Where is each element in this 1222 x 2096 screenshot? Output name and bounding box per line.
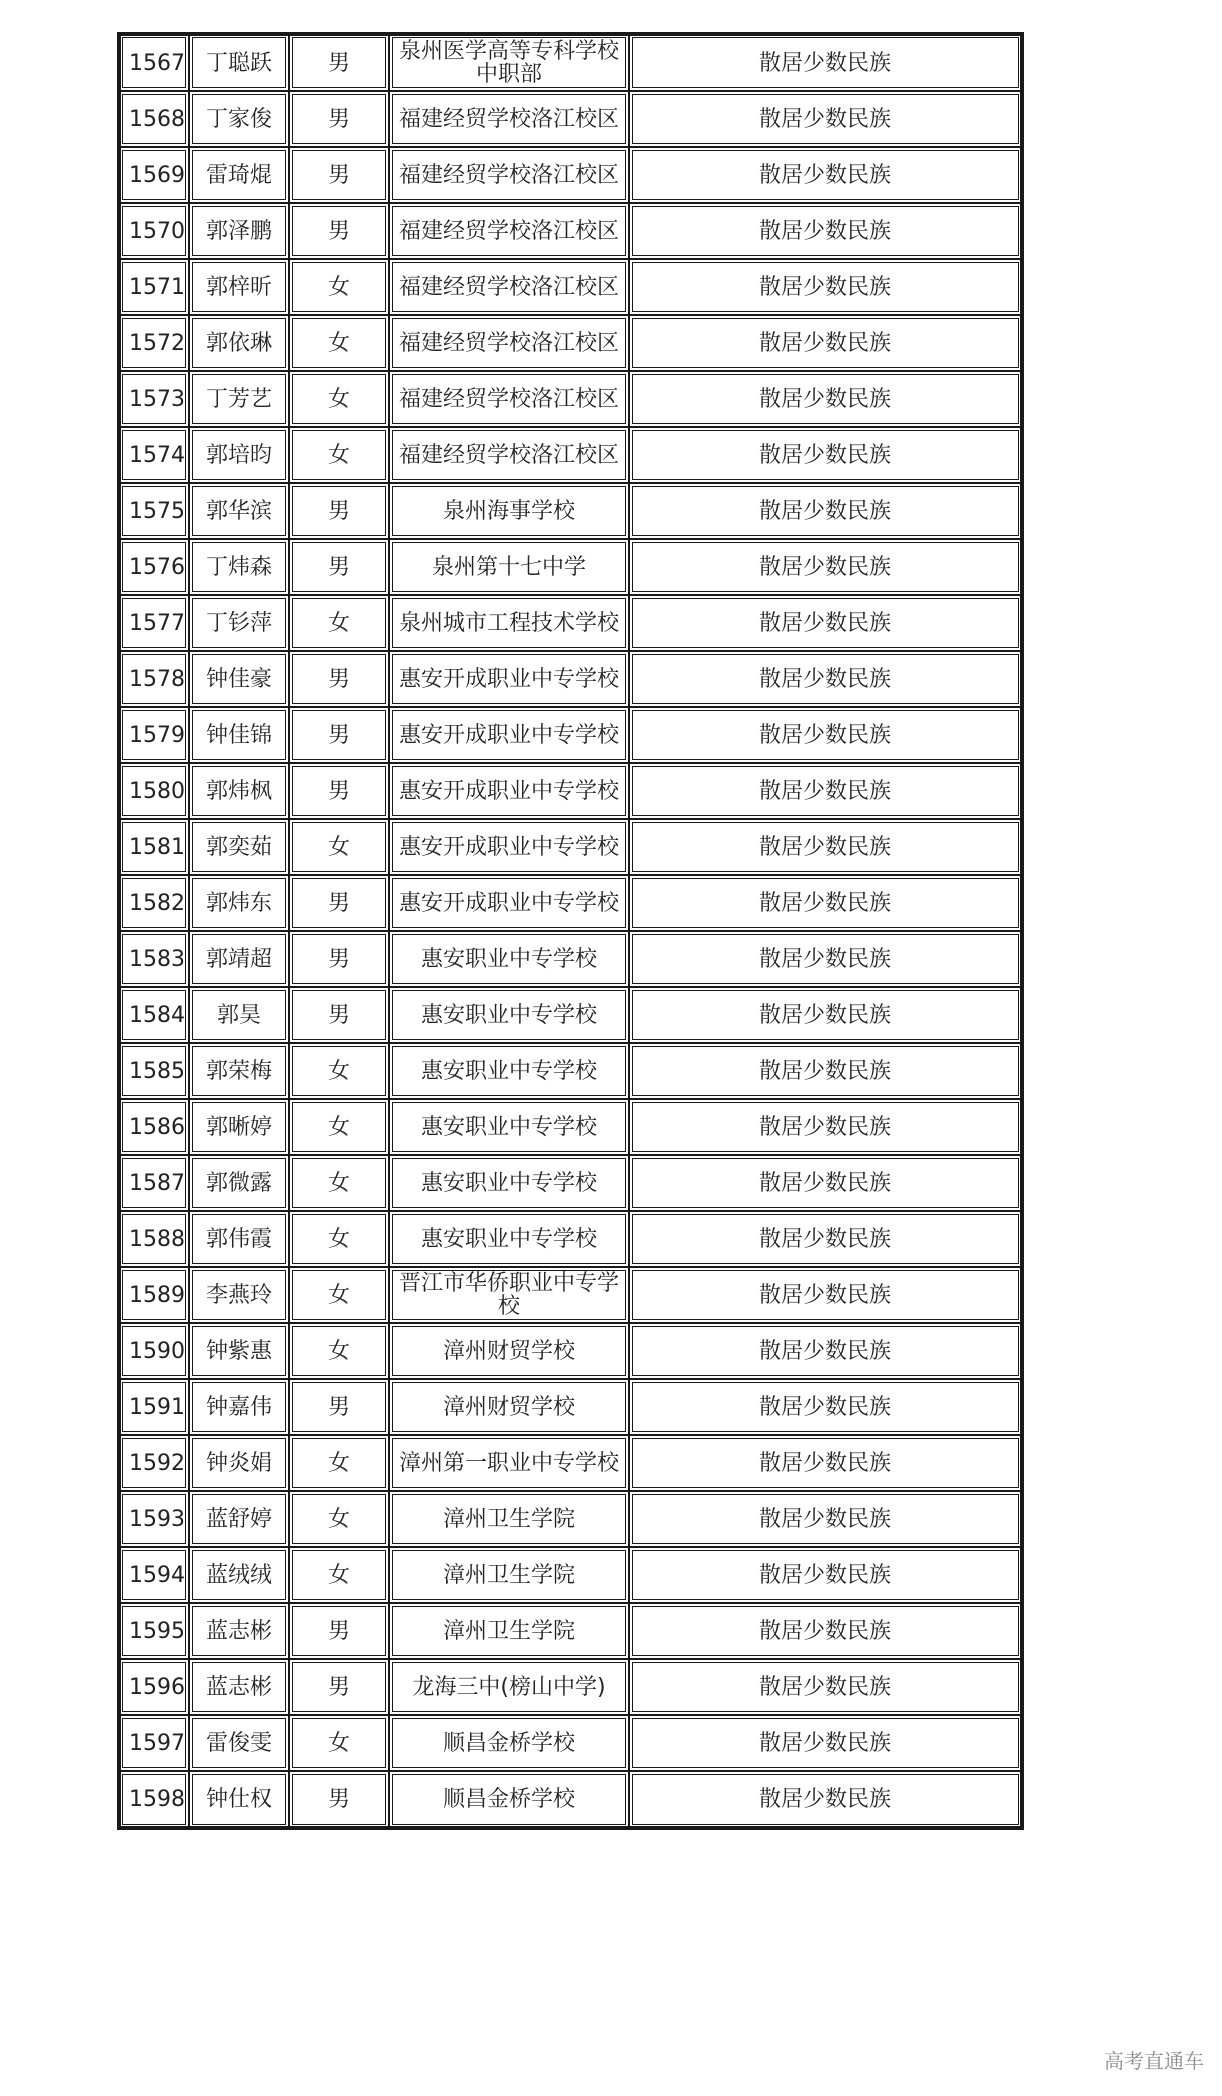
gender: 男 bbox=[289, 203, 389, 259]
gender: 女 bbox=[289, 427, 389, 483]
category: 散居少数民族 bbox=[629, 371, 1022, 427]
student-name: 钟炎娟 bbox=[189, 1435, 289, 1491]
category: 散居少数民族 bbox=[629, 651, 1022, 707]
row-number: 1578 bbox=[119, 651, 189, 707]
watermark: 高考直通车 bbox=[1104, 2049, 1204, 2073]
gender: 男 bbox=[289, 483, 389, 539]
student-name: 蓝舒婷 bbox=[189, 1491, 289, 1547]
row-number: 1570 bbox=[119, 203, 189, 259]
school-name: 福建经贸学校洛江校区 bbox=[389, 203, 629, 259]
student-name: 蓝志彬 bbox=[189, 1603, 289, 1659]
gender: 男 bbox=[289, 539, 389, 595]
table-row bbox=[119, 1211, 1022, 1267]
student-name: 丁家俊 bbox=[189, 91, 289, 147]
table-row bbox=[119, 819, 1022, 875]
school-name: 龙海三中(榜山中学) bbox=[389, 1659, 629, 1715]
student-name: 郭伟霞 bbox=[189, 1211, 289, 1267]
student-name: 蓝志彬 bbox=[189, 1659, 289, 1715]
table-row bbox=[119, 203, 1022, 259]
row-number: 1582 bbox=[119, 875, 189, 931]
school-name: 福建经贸学校洛江校区 bbox=[389, 371, 629, 427]
student-name: 郭昊 bbox=[189, 987, 289, 1043]
gender: 女 bbox=[289, 595, 389, 651]
school-name: 惠安职业中专学校 bbox=[389, 931, 629, 987]
table-row bbox=[119, 1155, 1022, 1211]
student-name: 钟嘉伟 bbox=[189, 1379, 289, 1435]
gender: 男 bbox=[289, 1659, 389, 1715]
category: 散居少数民族 bbox=[629, 763, 1022, 819]
gender: 女 bbox=[289, 819, 389, 875]
category: 散居少数民族 bbox=[629, 1211, 1022, 1267]
category: 散居少数民族 bbox=[629, 259, 1022, 315]
gender: 男 bbox=[289, 651, 389, 707]
gender: 男 bbox=[289, 707, 389, 763]
category: 散居少数民族 bbox=[629, 1323, 1022, 1379]
school-name: 福建经贸学校洛江校区 bbox=[389, 259, 629, 315]
school-name: 漳州第一职业中专学校 bbox=[389, 1435, 629, 1491]
table-row bbox=[119, 707, 1022, 763]
row-number: 1589 bbox=[119, 1267, 189, 1323]
row-number: 1577 bbox=[119, 595, 189, 651]
table-row bbox=[119, 91, 1022, 147]
row-number: 1580 bbox=[119, 763, 189, 819]
student-name: 郭微露 bbox=[189, 1155, 289, 1211]
category: 散居少数民族 bbox=[629, 1155, 1022, 1211]
table-row bbox=[119, 1043, 1022, 1099]
student-name: 郭靖超 bbox=[189, 931, 289, 987]
gender: 男 bbox=[289, 1379, 389, 1435]
gender: 女 bbox=[289, 1435, 389, 1491]
table-row bbox=[119, 371, 1022, 427]
category: 散居少数民族 bbox=[629, 1435, 1022, 1491]
gender: 女 bbox=[289, 1099, 389, 1155]
category: 散居少数民族 bbox=[629, 595, 1022, 651]
row-number: 1592 bbox=[119, 1435, 189, 1491]
student-name: 丁炜森 bbox=[189, 539, 289, 595]
gender: 女 bbox=[289, 1547, 389, 1603]
school-name: 福建经贸学校洛江校区 bbox=[389, 147, 629, 203]
student-name: 钟佳锦 bbox=[189, 707, 289, 763]
gender: 女 bbox=[289, 1155, 389, 1211]
row-number: 1581 bbox=[119, 819, 189, 875]
row-number: 1588 bbox=[119, 1211, 189, 1267]
category: 散居少数民族 bbox=[629, 1603, 1022, 1659]
table-row bbox=[119, 931, 1022, 987]
table-row bbox=[119, 987, 1022, 1043]
category: 散居少数民族 bbox=[629, 91, 1022, 147]
gender: 女 bbox=[289, 1043, 389, 1099]
table-row bbox=[119, 1771, 1022, 1828]
student-name: 郭炜东 bbox=[189, 875, 289, 931]
category: 散居少数民族 bbox=[629, 1267, 1022, 1323]
gender: 男 bbox=[289, 34, 389, 91]
school-name: 惠安职业中专学校 bbox=[389, 987, 629, 1043]
category: 散居少数民族 bbox=[629, 1043, 1022, 1099]
table-row bbox=[119, 34, 1022, 91]
row-number: 1573 bbox=[119, 371, 189, 427]
category: 散居少数民族 bbox=[629, 483, 1022, 539]
category: 散居少数民族 bbox=[629, 1491, 1022, 1547]
school-name: 惠安开成职业中专学校 bbox=[389, 651, 629, 707]
school-name: 漳州卫生学院 bbox=[389, 1547, 629, 1603]
school-name: 惠安职业中专学校 bbox=[389, 1211, 629, 1267]
table-row bbox=[119, 875, 1022, 931]
category: 散居少数民族 bbox=[629, 427, 1022, 483]
roster-body bbox=[119, 34, 1022, 1828]
student-name: 郭梓昕 bbox=[189, 259, 289, 315]
student-name: 李燕玲 bbox=[189, 1267, 289, 1323]
student-name: 丁芳艺 bbox=[189, 371, 289, 427]
row-number: 1597 bbox=[119, 1715, 189, 1771]
category: 散居少数民族 bbox=[629, 1659, 1022, 1715]
gender: 女 bbox=[289, 1211, 389, 1267]
row-number: 1587 bbox=[119, 1155, 189, 1211]
category: 散居少数民族 bbox=[629, 539, 1022, 595]
school-name: 顺昌金桥学校 bbox=[389, 1771, 629, 1828]
gender: 女 bbox=[289, 259, 389, 315]
table-row bbox=[119, 1547, 1022, 1603]
school-name: 惠安开成职业中专学校 bbox=[389, 875, 629, 931]
row-number: 1571 bbox=[119, 259, 189, 315]
school-name: 漳州卫生学院 bbox=[389, 1491, 629, 1547]
school-name: 惠安职业中专学校 bbox=[389, 1043, 629, 1099]
school-name: 泉州医学高等专科学校中职部 bbox=[389, 34, 629, 91]
row-number: 1576 bbox=[119, 539, 189, 595]
school-name: 泉州海事学校 bbox=[389, 483, 629, 539]
table-row bbox=[119, 483, 1022, 539]
row-number: 1593 bbox=[119, 1491, 189, 1547]
row-number: 1579 bbox=[119, 707, 189, 763]
student-name: 蓝绒绒 bbox=[189, 1547, 289, 1603]
student-name: 雷俊雯 bbox=[189, 1715, 289, 1771]
row-number: 1569 bbox=[119, 147, 189, 203]
school-name: 泉州第十七中学 bbox=[389, 539, 629, 595]
school-name: 泉州城市工程技术学校 bbox=[389, 595, 629, 651]
category: 散居少数民族 bbox=[629, 931, 1022, 987]
gender: 女 bbox=[289, 1323, 389, 1379]
row-number: 1583 bbox=[119, 931, 189, 987]
table-row bbox=[119, 651, 1022, 707]
category: 散居少数民族 bbox=[629, 1771, 1022, 1828]
school-name: 惠安职业中专学校 bbox=[389, 1155, 629, 1211]
student-name: 郭荣梅 bbox=[189, 1043, 289, 1099]
row-number: 1585 bbox=[119, 1043, 189, 1099]
gender: 女 bbox=[289, 1715, 389, 1771]
row-number: 1591 bbox=[119, 1379, 189, 1435]
school-name: 惠安职业中专学校 bbox=[389, 1099, 629, 1155]
row-number: 1584 bbox=[119, 987, 189, 1043]
student-name: 郭泽鹏 bbox=[189, 203, 289, 259]
table-row bbox=[119, 763, 1022, 819]
category: 散居少数民族 bbox=[629, 1099, 1022, 1155]
gender: 男 bbox=[289, 1771, 389, 1828]
table-row bbox=[119, 1715, 1022, 1771]
gender: 男 bbox=[289, 1603, 389, 1659]
roster-table bbox=[117, 32, 1024, 1830]
gender: 男 bbox=[289, 763, 389, 819]
table-row bbox=[119, 1659, 1022, 1715]
row-number: 1596 bbox=[119, 1659, 189, 1715]
table-row bbox=[119, 259, 1022, 315]
gender: 男 bbox=[289, 875, 389, 931]
gender: 女 bbox=[289, 315, 389, 371]
row-number: 1567 bbox=[119, 34, 189, 91]
school-name: 晋江市华侨职业中专学校 bbox=[389, 1267, 629, 1323]
row-number: 1598 bbox=[119, 1771, 189, 1828]
school-name: 顺昌金桥学校 bbox=[389, 1715, 629, 1771]
student-name: 郭晰婷 bbox=[189, 1099, 289, 1155]
table-row bbox=[119, 1379, 1022, 1435]
gender: 男 bbox=[289, 91, 389, 147]
student-name: 丁钐萍 bbox=[189, 595, 289, 651]
category: 散居少数民族 bbox=[629, 1547, 1022, 1603]
gender: 女 bbox=[289, 371, 389, 427]
row-number: 1574 bbox=[119, 427, 189, 483]
school-name: 福建经贸学校洛江校区 bbox=[389, 91, 629, 147]
student-name: 郭炜枫 bbox=[189, 763, 289, 819]
table-row bbox=[119, 315, 1022, 371]
school-name: 福建经贸学校洛江校区 bbox=[389, 427, 629, 483]
category: 散居少数民族 bbox=[629, 875, 1022, 931]
table-row bbox=[119, 595, 1022, 651]
category: 散居少数民族 bbox=[629, 147, 1022, 203]
gender: 女 bbox=[289, 1267, 389, 1323]
row-number: 1568 bbox=[119, 91, 189, 147]
category: 散居少数民族 bbox=[629, 315, 1022, 371]
school-name: 惠安开成职业中专学校 bbox=[389, 707, 629, 763]
category: 散居少数民族 bbox=[629, 987, 1022, 1043]
student-name: 钟佳豪 bbox=[189, 651, 289, 707]
category: 散居少数民族 bbox=[629, 1379, 1022, 1435]
table-row bbox=[119, 147, 1022, 203]
category: 散居少数民族 bbox=[629, 707, 1022, 763]
student-name: 郭华滨 bbox=[189, 483, 289, 539]
student-name: 丁聪跃 bbox=[189, 34, 289, 91]
school-name: 漳州财贸学校 bbox=[389, 1323, 629, 1379]
gender: 女 bbox=[289, 1491, 389, 1547]
student-name: 郭培昀 bbox=[189, 427, 289, 483]
category: 散居少数民族 bbox=[629, 1715, 1022, 1771]
row-number: 1586 bbox=[119, 1099, 189, 1155]
row-number: 1595 bbox=[119, 1603, 189, 1659]
gender: 男 bbox=[289, 931, 389, 987]
school-name: 惠安开成职业中专学校 bbox=[389, 819, 629, 875]
table-row bbox=[119, 1267, 1022, 1323]
school-name: 漳州卫生学院 bbox=[389, 1603, 629, 1659]
table-row bbox=[119, 1435, 1022, 1491]
student-name: 郭依琳 bbox=[189, 315, 289, 371]
category: 散居少数民族 bbox=[629, 819, 1022, 875]
category: 散居少数民族 bbox=[629, 34, 1022, 91]
category: 散居少数民族 bbox=[629, 203, 1022, 259]
table-row bbox=[119, 427, 1022, 483]
student-name: 郭奕茹 bbox=[189, 819, 289, 875]
table-row bbox=[119, 1323, 1022, 1379]
table-row bbox=[119, 1099, 1022, 1155]
gender: 男 bbox=[289, 147, 389, 203]
school-name: 漳州财贸学校 bbox=[389, 1379, 629, 1435]
student-name: 钟仕权 bbox=[189, 1771, 289, 1828]
table-row bbox=[119, 1603, 1022, 1659]
gender: 男 bbox=[289, 987, 389, 1043]
table-row bbox=[119, 1491, 1022, 1547]
student-name: 钟紫惠 bbox=[189, 1323, 289, 1379]
row-number: 1594 bbox=[119, 1547, 189, 1603]
row-number: 1590 bbox=[119, 1323, 189, 1379]
row-number: 1575 bbox=[119, 483, 189, 539]
table-row bbox=[119, 539, 1022, 595]
row-number: 1572 bbox=[119, 315, 189, 371]
school-name: 福建经贸学校洛江校区 bbox=[389, 315, 629, 371]
student-name: 雷琦焜 bbox=[189, 147, 289, 203]
school-name: 惠安开成职业中专学校 bbox=[389, 763, 629, 819]
